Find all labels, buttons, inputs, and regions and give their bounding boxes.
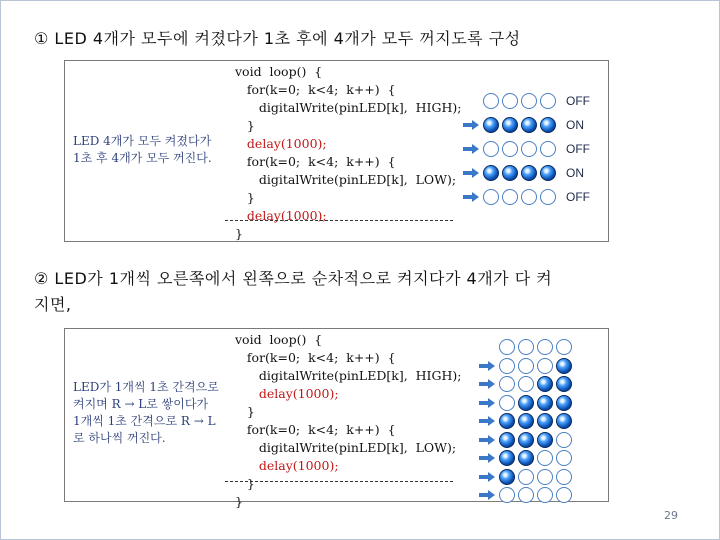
code-line: delay(1000);: [235, 208, 327, 223]
led-on-icon: [499, 469, 515, 485]
led-off-icon: [556, 432, 572, 448]
led-on-icon: [537, 395, 553, 411]
led-off-icon: [556, 450, 572, 466]
code-line: for(k=0; k<4; k++) {: [235, 82, 396, 97]
row-arrow-icon: [479, 490, 495, 500]
page-number: 29: [664, 509, 678, 522]
row-arrow-icon: [463, 120, 479, 130]
led-on-icon: [502, 117, 518, 133]
row-arrow-icon: [479, 379, 495, 389]
led-off-icon: [499, 358, 515, 374]
led-off-icon: [537, 358, 553, 374]
section1-code: [235, 63, 461, 243]
code-line: }: [235, 494, 243, 509]
led-on-icon: [537, 376, 553, 392]
led-off-icon: [537, 487, 553, 503]
section1-panel: [64, 60, 609, 242]
led-on-icon: [556, 376, 572, 392]
section2-code: [235, 331, 461, 511]
led-on-icon: [521, 117, 537, 133]
led-off-icon: [518, 376, 534, 392]
led-on-icon: [499, 432, 515, 448]
code-line: for(k=0; k<4; k++) {: [235, 154, 396, 169]
led-off-icon: [556, 469, 572, 485]
led-off-icon: [540, 189, 556, 205]
led-on-icon: [502, 165, 518, 181]
section2-panel: [64, 328, 609, 509]
code-line: 1초 후 4개가 모두 꺼진다.: [73, 151, 212, 165]
led-state-label: OFF: [566, 190, 590, 204]
code-line: delay(1000);: [235, 386, 339, 401]
code-line: 로 하나씩 꺼진다.: [73, 431, 166, 445]
section2-heading-line2: 지면,: [34, 295, 72, 314]
led-off-icon: [499, 339, 515, 355]
row-arrow-icon: [479, 472, 495, 482]
section1-ellipsis-line: [225, 220, 453, 221]
code-line: 1개씩 1초 간격으로 R → L: [73, 414, 216, 428]
led-off-icon: [499, 376, 515, 392]
led-off-icon: [499, 395, 515, 411]
row-arrow-icon: [463, 144, 479, 154]
row-arrow-icon: [479, 398, 495, 408]
led-on-icon: [556, 413, 572, 429]
led-on-icon: [483, 165, 499, 181]
led-on-icon: [540, 165, 556, 181]
row-arrow-icon: [479, 453, 495, 463]
code-line: digitalWrite(pinLED[k], HIGH);: [235, 368, 462, 383]
code-line: for(k=0; k<4; k++) {: [235, 422, 396, 437]
led-off-icon: [499, 487, 515, 503]
led-on-icon: [483, 117, 499, 133]
led-off-icon: [537, 339, 553, 355]
led-state-label: ON: [566, 118, 584, 132]
led-on-icon: [537, 413, 553, 429]
row-arrow-icon: [463, 192, 479, 202]
led-state-label: OFF: [566, 142, 590, 156]
code-line: }: [235, 476, 255, 491]
led-on-icon: [518, 450, 534, 466]
code-line: digitalWrite(pinLED[k], HIGH);: [235, 100, 462, 115]
section2-note: [73, 379, 219, 447]
led-off-icon: [521, 141, 537, 157]
led-off-icon: [521, 93, 537, 109]
row-arrow-icon: [479, 416, 495, 426]
code-line: digitalWrite(pinLED[k], LOW);: [235, 172, 457, 187]
led-off-icon: [537, 469, 553, 485]
code-line: }: [235, 190, 255, 205]
led-off-icon: [540, 141, 556, 157]
code-line: }: [235, 226, 243, 241]
code-line: 켜지며 R → L로 쌓이다가: [73, 397, 209, 411]
code-line: LED 4개가 모두 켜졌다가: [73, 134, 212, 148]
code-line: void loop() {: [235, 332, 323, 347]
led-on-icon: [521, 165, 537, 181]
led-state-label: OFF: [566, 94, 590, 108]
row-arrow-icon: [479, 361, 495, 371]
section1-note: [73, 133, 212, 167]
section1-heading: ① LED 4개가 모두에 켜졌다가 1초 후에 4개가 모두 꺼지도록 구성: [34, 29, 521, 48]
led-off-icon: [537, 450, 553, 466]
led-on-icon: [499, 413, 515, 429]
code-line: digitalWrite(pinLED[k], LOW);: [235, 440, 457, 455]
led-on-icon: [540, 117, 556, 133]
led-off-icon: [518, 358, 534, 374]
code-line: }: [235, 118, 255, 133]
row-arrow-icon: [463, 168, 479, 178]
led-off-icon: [521, 189, 537, 205]
led-off-icon: [502, 141, 518, 157]
led-off-icon: [556, 487, 572, 503]
led-off-icon: [540, 93, 556, 109]
led-off-icon: [483, 141, 499, 157]
led-state-label: ON: [566, 166, 584, 180]
section2-ellipsis-line: [225, 481, 453, 482]
led-off-icon: [483, 93, 499, 109]
code-line: delay(1000);: [235, 458, 339, 473]
led-on-icon: [499, 450, 515, 466]
led-on-icon: [556, 358, 572, 374]
row-arrow-icon: [479, 435, 495, 445]
led-off-icon: [556, 339, 572, 355]
led-off-icon: [518, 339, 534, 355]
led-off-icon: [518, 487, 534, 503]
code-line: for(k=0; k<4; k++) {: [235, 350, 396, 365]
led-on-icon: [518, 432, 534, 448]
section2-heading: [34, 266, 552, 318]
led-on-icon: [518, 413, 534, 429]
led-on-icon: [518, 395, 534, 411]
section2-heading-line1: ② LED가 1개씩 오른쪽에서 왼쪽으로 순차적으로 켜지다가 4개가 다 켜: [34, 269, 553, 288]
led-off-icon: [483, 189, 499, 205]
led-on-icon: [537, 432, 553, 448]
code-line: void loop() {: [235, 64, 323, 79]
code-line: }: [235, 404, 255, 419]
code-line: delay(1000);: [235, 136, 327, 151]
led-on-icon: [556, 395, 572, 411]
led-off-icon: [502, 189, 518, 205]
led-off-icon: [502, 93, 518, 109]
code-line: LED가 1개씩 1초 간격으로: [73, 380, 219, 394]
led-off-icon: [518, 469, 534, 485]
